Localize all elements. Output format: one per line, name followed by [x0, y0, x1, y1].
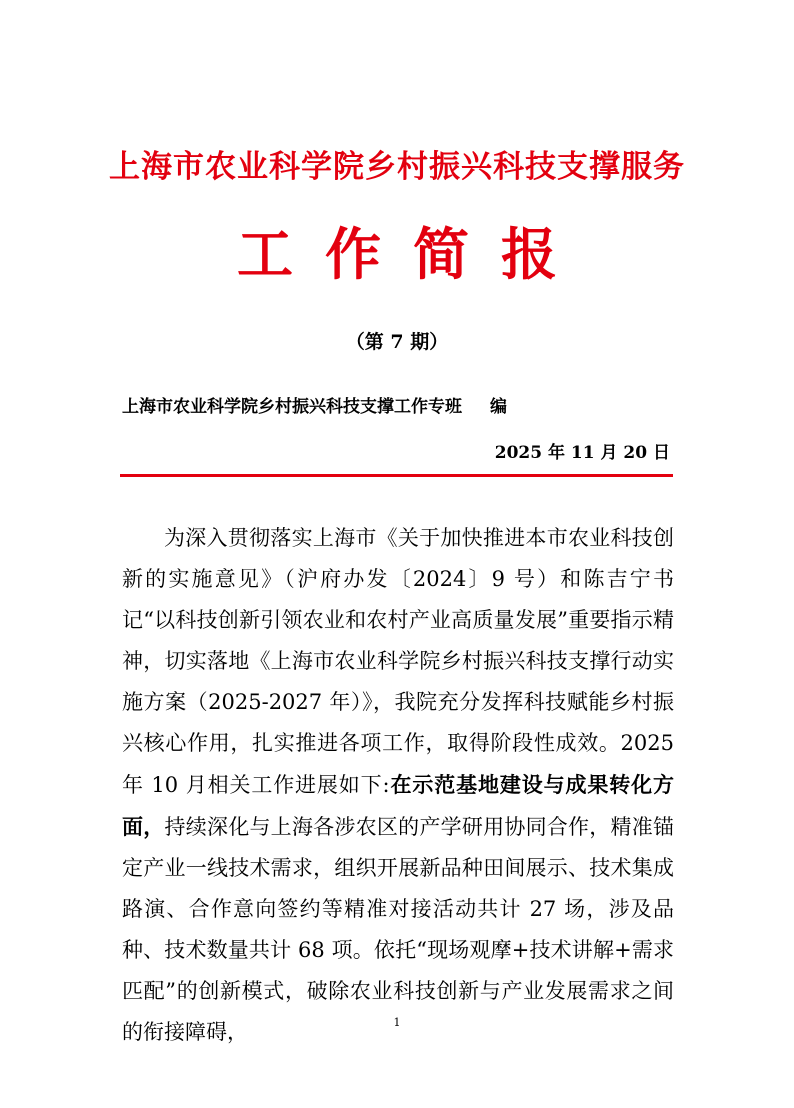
editor-suffix: 编 — [490, 397, 507, 417]
body-section-heading: 在示范基地建设与成果转化方面， — [122, 772, 674, 839]
body-text-intro: 为深入贯彻落实上海市《关于加快推进本市农业科技创新的实施意见》（沪府办发〔2024〕9 号）和陈吉宁书记“以科技创新引领农业和农村产业高质量发展”重要指示精神，切实落地《上海市农业科学院乡村振兴科技支撑行动实施方案（2025-2027 年）》，我院充分发挥科技赋能乡村振兴核心作用，扎实推进各项工作，取得阶段性成效。2025 年 10 月相关工作进展如下: — [122, 526, 674, 797]
editor-name: 上海市农业科学院乡村振兴科技支撑工作专班 — [122, 397, 462, 417]
body-paragraph — [122, 518, 674, 1053]
issue-number: （第 7 期） — [345, 331, 449, 353]
brief-title: 工作简报 — [237, 223, 589, 288]
page-number: 1 — [393, 1016, 401, 1029]
red-divider — [120, 474, 673, 477]
organization-title: 上海市农业科学院乡村振兴科技支撑服务 — [109, 149, 685, 185]
publish-date: 2025 年 11 月 20 日 — [494, 443, 670, 463]
editor-line — [122, 395, 507, 419]
body-text-continued: 持续深化与上海各涉农区的产学研用协同合作，精准锚定产业一线技术需求，组织开展新品种田间展示、技术集成路演、合作意向签约等精准对接活动共计 27 场，涉及品种、技术数量共计 68 项。依托“现场观摩+技术讲解+需求匹配”的创新模式，破除农业科技创新与产业发展需求之间的衔接障碍， — [122, 815, 675, 1044]
